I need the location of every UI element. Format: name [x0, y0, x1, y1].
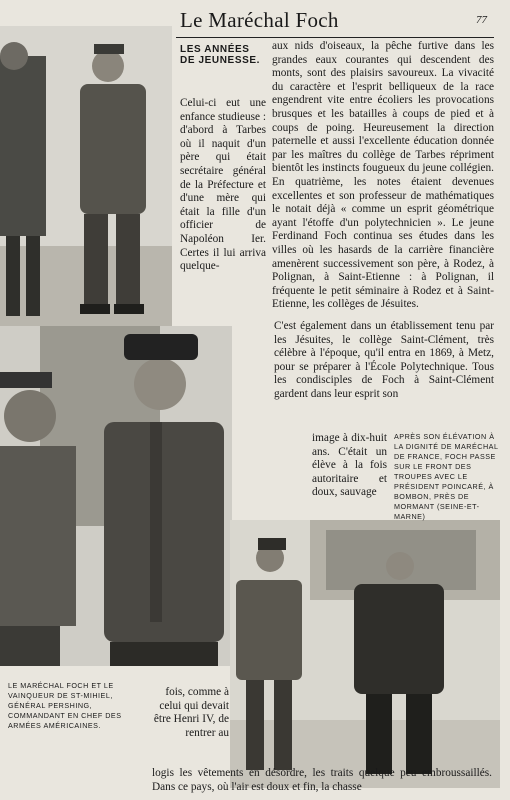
paragraph-tiny-column: image à dix-huit ans. C'était un élève à la fois autoritaire et doux, sauvage: [312, 432, 387, 499]
page-number: 77: [476, 14, 487, 26]
caption-top-right: APRÈS SON ÉLÉVATION À LA DIGNITÉ DE MARÉCHAL DE FRANCE, FOCH PASSE SUR LE FRONT DES TROUPES AVEC LE PRÉSIDENT POINCARÉ, À BOMBON, PRÈS DE MORMANT (SEINE-ET-MARNE): [394, 432, 499, 521]
running-title: Le Maréchal Foch: [180, 8, 339, 32]
caption-bottom-left: LE MARÉCHAL FOCH ET LE VAINQUEUR DE ST-MIHIEL, GÉNÉRAL PERSHING, COMMANDANT EN CHEF DES ARMÉES AMÉRICAINES.: [8, 681, 122, 730]
photo-foch-pershing: [0, 326, 232, 666]
photo-foch-standing: [0, 26, 172, 326]
paragraph-right-column: aux nids d'oiseaux, la pêche furtive dans les grandes eaux courantes qui descendent des monts, sont des plaisirs savoureux. La vivacité du caractère et l'esprit belliqueux de la race engendrent vite entre écoliers les provocations brusques et les batailles à coups de pied et à coups de poing. Heureusement la direction paternelle et aussi l'excellente éducation donnée par les maîtres du collège de Tarbes répriment bientôt les instincts fougueux du jeune collégien. En quatrième, les notes étaient devenues excellentes et son professeur de mathématiques le notait déjà « comme un esprit géométrique ayant l'étoffe d'un polytechnicien ». Le jeune Ferdinand Foch continua ses études dans les villes où les hasards de la carrière financière amenèrent successivement son père, à Rodez, à Polignan, à Saint-Etienne : à Polignan, il fréquente le petit séminaire à Rodez et à Saint-Etienne, les collèges de Jésuites.: [272, 40, 494, 311]
paragraph-lower-column: C'est également dans un établissement tenu par les Jésuites, le collège Saint-Clément, très célèbre à l'époque, qu'il entra en 1869, à Metz, pour se préparer à l'École Polytechnique. Tous les condisciples de Foch à Saint-Clément gardent dans leur esprit son: [274, 320, 494, 400]
paragraph-foot-b: logis les vêtements en désordre, les traits quelque peu embroussaillés. Dans ce pays, où l'air est doux et fin, la chasse: [152, 767, 492, 793]
paragraph-foot-a: fois, comme à celui qui devait être Henri IV, de rentrer au: [153, 686, 229, 739]
paragraph-narrow-column: Celui-ci eut une enfance studieuse : d'abord à Tarbes où il naquit d'un père qui était secrétaire général de la Préfecture et d'une mère qui était la fille d'un officier de Napoléon Ier. Certes il lui arriva quelque-: [180, 97, 266, 273]
photo-foch-poincare: [230, 520, 500, 788]
section-heading: LES ANNÉES DE JEUNESSE.: [180, 44, 261, 66]
header-rule: [176, 37, 494, 38]
